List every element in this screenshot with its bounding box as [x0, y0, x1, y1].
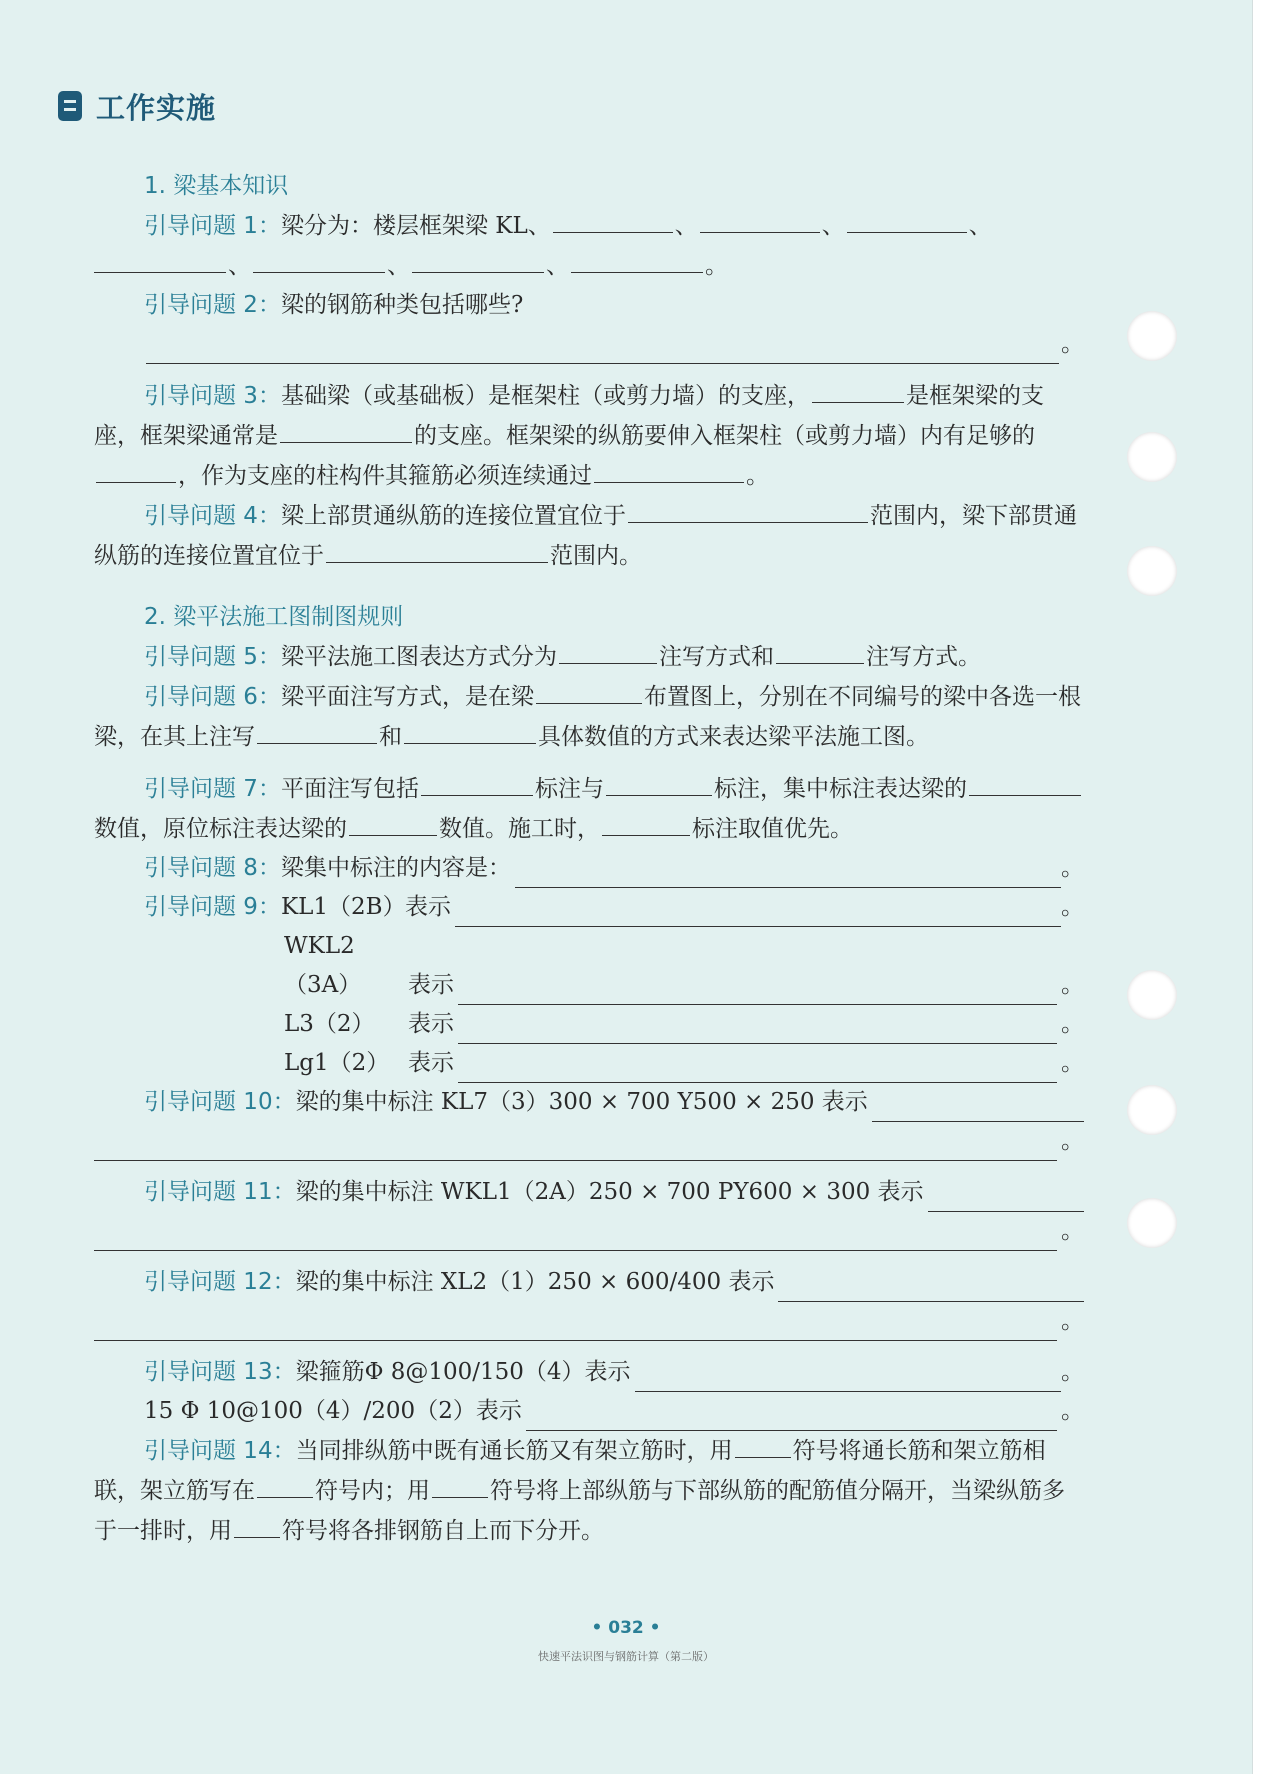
question-9-item: [94, 1005, 1084, 1044]
period: 。: [705, 253, 728, 279]
question-2: [94, 286, 1084, 325]
beam-code: Lg1（2）: [284, 1050, 390, 1076]
question-label: 引导问题 14：: [144, 1438, 296, 1464]
question-text: 符号将各排钢筋自上而下分开。: [282, 1518, 604, 1544]
question-3: [94, 376, 1084, 496]
period: 。: [1061, 1128, 1084, 1154]
separator: 、: [968, 213, 992, 239]
answer-blank[interactable]: [421, 769, 533, 796]
section-heading-1: 1. 梁基本知识: [144, 173, 289, 199]
question-text: 梁集中标注的内容是：: [280, 855, 511, 881]
question-text: 当梁纵筋多于一排时，用: [94, 1478, 1065, 1544]
question-text: 梁的集中标注 WKL1（2A）250 × 700 PY600 × 300 表示: [295, 1179, 924, 1205]
question-text: ，作为支座的柱构件其箍筋必须连续通过: [178, 463, 592, 489]
question-text: 中各选一根梁，在其上注写: [94, 684, 1081, 750]
answer-line[interactable]: [458, 978, 1057, 1005]
question-text: 是框架梁: [905, 383, 998, 409]
answer-blank[interactable]: [606, 769, 712, 796]
answer-line[interactable]: [458, 1056, 1057, 1083]
answer-blank[interactable]: [776, 637, 864, 664]
period: 。: [1061, 1359, 1084, 1385]
answer-blank[interactable]: [536, 677, 642, 704]
question-text: 15 Φ 10@100（4）/200（2）表示: [144, 1398, 522, 1424]
answer-line[interactable]: [146, 337, 1059, 364]
period: 。: [1061, 1050, 1084, 1076]
worksheet-content: [94, 165, 1084, 1551]
question-9-item: [94, 1044, 1084, 1083]
question-10-answer-line: [94, 1122, 1084, 1161]
binder-hole: [1127, 970, 1177, 1020]
question-text: 表示: [408, 972, 454, 998]
question-label: 引导问题 2：: [144, 292, 281, 318]
question-text: 梁上部贯通纵筋的连接位置宜位于: [280, 503, 626, 529]
answer-blank[interactable]: [412, 246, 544, 273]
answer-blank[interactable]: [349, 809, 437, 836]
question-text: 有足够的: [943, 423, 1035, 449]
question-2-answer-line: [144, 325, 1084, 364]
question-text: 梁的钢筋种类包括哪些?: [280, 292, 524, 318]
question-4: [94, 496, 1084, 576]
question-text: 数值，原位标注表达梁的: [94, 816, 347, 842]
period: 。: [1061, 1308, 1084, 1334]
answer-blank[interactable]: [234, 1511, 280, 1538]
answer-line[interactable]: [526, 1404, 1057, 1431]
question-text: 标注取值优先。: [692, 816, 853, 842]
question-text: 范围内。: [550, 543, 642, 569]
question-text: 的支座。框架梁的纵筋要伸入框架柱（或剪力墙）内: [414, 423, 943, 449]
answer-line[interactable]: [458, 1017, 1057, 1044]
question-9: [94, 888, 1084, 927]
answer-line[interactable]: [635, 1365, 1061, 1392]
question-9-item: [94, 927, 1084, 1005]
question-label: 引导问题 11：: [144, 1179, 296, 1205]
question-text: 范围内，梁: [869, 503, 985, 529]
question-text: 工图。: [860, 724, 929, 750]
answer-blank[interactable]: [847, 206, 967, 233]
page-edge: [1252, 0, 1268, 1774]
section-header: [58, 86, 216, 126]
question-10: [94, 1083, 1084, 1122]
period: 。: [1061, 1011, 1084, 1037]
beam-code: WKL2（3A）: [284, 933, 362, 998]
question-12: [94, 1263, 1084, 1302]
question-text: 布置图上，分别在不同编号的梁: [643, 684, 966, 710]
answer-blank[interactable]: [96, 456, 176, 483]
period: 。: [1061, 1398, 1084, 1424]
binder-hole: [1127, 546, 1177, 596]
question-text: 平面注写包括: [280, 776, 419, 802]
period: 。: [1061, 855, 1084, 881]
separator: 、: [546, 253, 569, 279]
period: 。: [1061, 894, 1084, 920]
answer-line[interactable]: [94, 1314, 1057, 1341]
answer-line[interactable]: [872, 1095, 1084, 1122]
question-text: 梁平法施工图表达方式分为: [280, 644, 557, 670]
question-label: 引导问题 7：: [144, 776, 281, 802]
period: 。: [746, 463, 769, 489]
question-text: 符号将上部纵筋与下部纵筋的配筋值分隔开，: [490, 1478, 950, 1504]
question-7: [94, 769, 1084, 849]
section-heading-2: 2. 梁平法施工图制图规则: [144, 604, 404, 630]
page-number: • 032 •: [591, 1618, 661, 1638]
answer-blank[interactable]: [571, 246, 703, 273]
question-13: [94, 1353, 1084, 1392]
separator: 、: [674, 213, 698, 239]
answer-line[interactable]: [455, 900, 1061, 927]
document-icon: [58, 91, 82, 121]
answer-blank[interactable]: [253, 246, 385, 273]
question-text: 注写方式。: [865, 644, 981, 670]
question-label: 引导问题 9：: [144, 894, 281, 920]
period: 。: [1061, 972, 1084, 998]
answer-line[interactable]: [94, 1224, 1057, 1251]
question-13-second: [94, 1392, 1084, 1431]
question-label: 引导问题 8：: [144, 855, 281, 881]
question-label: 引导问题 1：: [144, 213, 281, 239]
answer-blank[interactable]: [594, 456, 744, 483]
answer-line[interactable]: [778, 1275, 1084, 1302]
period: 。: [1061, 1218, 1084, 1244]
binder-hole: [1127, 311, 1177, 361]
question-text: 表示: [404, 894, 451, 920]
binder-hole: [1127, 432, 1177, 482]
book-title: 快速平法识图与钢筋计算（第二版）: [538, 1650, 714, 1663]
answer-blank[interactable]: [602, 809, 690, 836]
answer-blank[interactable]: [432, 1471, 488, 1498]
question-text: 基础梁（或基础板）是框架柱（或剪力墙）的支座，: [280, 383, 810, 409]
answer-blank[interactable]: [94, 246, 226, 273]
question-text: 梁箍筋Φ 8@100/150（4）表示: [295, 1359, 631, 1385]
question-text: 筋相联，架立筋写在: [94, 1438, 1046, 1504]
question-text: 当同排纵筋中既有通长筋又有架立筋时，用: [295, 1438, 733, 1464]
answer-blank[interactable]: [559, 637, 657, 664]
question-text: 的支座，框架梁通常是: [94, 383, 1044, 449]
answer-blank[interactable]: [553, 206, 673, 233]
question-label: 引导问题 12：: [144, 1269, 296, 1295]
question-1: [94, 206, 1084, 246]
question-text: 梁分为：楼层框架梁 KL、: [280, 213, 551, 239]
period: 。: [1061, 331, 1084, 357]
separator: 、: [387, 253, 410, 279]
answer-blank[interactable]: [280, 416, 412, 443]
question-8: [94, 849, 1084, 888]
question-14: [94, 1431, 1084, 1551]
question-text: 梁的集中标注 XL2（1）250 × 600/400 表示: [295, 1269, 775, 1295]
question-label: 引导问题 3：: [144, 383, 281, 409]
question-text: 具体数值的方式来表达梁平法施: [538, 724, 860, 750]
question-text: 符号内；用: [315, 1478, 430, 1504]
answer-line[interactable]: [928, 1185, 1084, 1212]
question-11-answer-line: [94, 1212, 1084, 1251]
question-label: 引导问题 5：: [144, 644, 281, 670]
answer-blank[interactable]: [628, 496, 868, 523]
question-text: 注写方式和: [658, 644, 774, 670]
answer-blank[interactable]: [404, 717, 536, 744]
question-text: 表示: [408, 1011, 454, 1037]
question-1-continuation: [94, 246, 1084, 286]
question-text: 符号将通长筋和架立: [792, 1438, 1000, 1464]
question-label: 引导问题 6：: [144, 684, 281, 710]
question-label: 引导问题 10：: [144, 1089, 296, 1115]
page-title: 工作实施: [96, 90, 217, 125]
question-text: 标注，集中标注表达梁的: [713, 776, 967, 802]
question-text: 和: [379, 724, 402, 750]
answer-line[interactable]: [94, 1134, 1057, 1161]
question-text: 梁的集中标注 KL7（3）300 × 700 Y500 × 250 表示: [295, 1089, 868, 1115]
question-text: 数值。施工时，: [439, 816, 600, 842]
answer-line[interactable]: [515, 861, 1061, 888]
question-5: [94, 637, 1084, 677]
answer-blank[interactable]: [326, 536, 548, 563]
question-text: 下部贯通纵筋的连接位置宜位于: [94, 503, 1077, 569]
question-label: 引导问题 4：: [144, 503, 281, 529]
question-text: 表示: [408, 1050, 454, 1076]
question-text: 标注与: [534, 776, 604, 802]
separator: 、: [821, 213, 845, 239]
binder-hole: [1127, 1198, 1177, 1248]
answer-blank[interactable]: [735, 1431, 791, 1458]
beam-code: KL1（2B）: [280, 894, 406, 920]
question-label: 引导问题 13：: [144, 1359, 296, 1385]
answer-blank[interactable]: [257, 717, 377, 744]
answer-blank[interactable]: [812, 376, 904, 403]
beam-code: L3（2）: [284, 1011, 375, 1037]
question-11: [94, 1173, 1084, 1212]
question-text: 梁平面注写方式，是在梁: [280, 684, 534, 710]
answer-blank[interactable]: [700, 206, 820, 233]
answer-blank[interactable]: [969, 769, 1081, 796]
answer-blank[interactable]: [257, 1471, 313, 1498]
question-12-answer-line: [94, 1302, 1084, 1341]
question-6: [94, 677, 1084, 757]
separator: 、: [228, 253, 251, 279]
binder-hole: [1127, 1085, 1177, 1135]
